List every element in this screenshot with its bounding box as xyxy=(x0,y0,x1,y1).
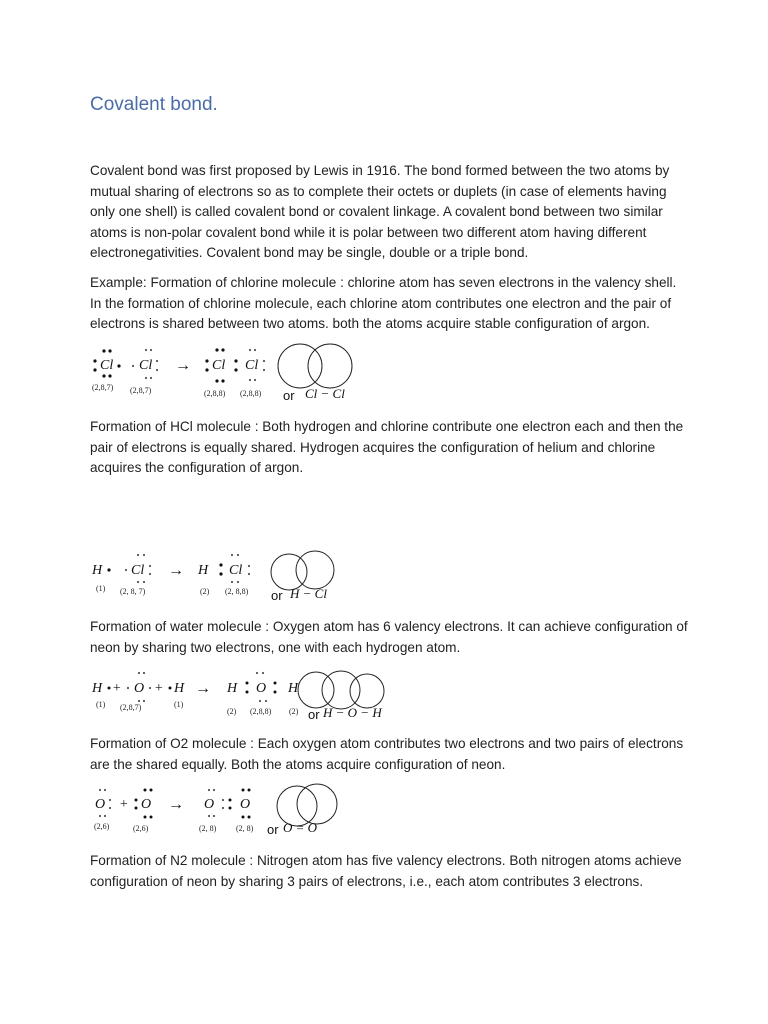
cl-atom-1 xyxy=(93,349,120,377)
hcl-product xyxy=(197,554,250,583)
cfg-label: (1) xyxy=(96,700,106,709)
plus-sign: + xyxy=(119,797,129,812)
cfg-label: (2, 8) xyxy=(236,824,254,833)
water-equation xyxy=(0,663,768,723)
cl-symbol-2: Cl xyxy=(139,358,153,373)
orbit-ring xyxy=(298,672,334,708)
reaction-arrow: → xyxy=(168,796,184,813)
cfg-label: (1) xyxy=(174,700,184,709)
product-cl: Cl xyxy=(229,563,243,578)
structural-formula: H − Cl xyxy=(290,586,327,601)
cl-symbol-1: Cl xyxy=(100,358,114,373)
or-label: or xyxy=(308,707,320,722)
product-o-2: O xyxy=(240,797,251,812)
orbit-ring xyxy=(308,344,352,388)
orbit-ring xyxy=(271,554,307,590)
o-symbol-2: O xyxy=(141,797,152,812)
orbit-ring xyxy=(278,344,322,388)
chlorine-equation xyxy=(0,338,768,408)
reactants xyxy=(91,672,185,702)
orbit-ring xyxy=(350,674,384,708)
h-symbol-2: H xyxy=(174,681,185,696)
orbit-ring xyxy=(296,551,334,589)
cfg-label: (2,8,7) xyxy=(92,383,114,392)
reaction-arrow: → xyxy=(175,357,191,374)
plus-sign: + xyxy=(154,681,164,696)
cfg-label: (2, 8, 7) xyxy=(120,587,146,596)
product-h: H xyxy=(198,563,209,578)
product-cl-2: Cl xyxy=(245,358,259,373)
cfg-label: (2,8,8) xyxy=(204,389,226,398)
cfg-label: (2, 8) xyxy=(199,824,217,833)
o2-paragraph: Formation of O2 molecule : Each oxygen atom contributes two electrons and two pairs of electrons are the shared equally. Both the atoms acquire configuration of neon. xyxy=(90,736,684,772)
cfg-label: (2,8,7) xyxy=(120,703,142,712)
or-label: or xyxy=(267,822,279,837)
cfg-label: (2, 8,8) xyxy=(225,587,249,596)
orbit-ring xyxy=(322,671,360,709)
water-product xyxy=(226,672,299,702)
reaction-arrow: → xyxy=(195,680,211,697)
cfg-label: (2) xyxy=(227,707,237,716)
hcl-equation xyxy=(0,545,768,607)
product-cl-1: Cl xyxy=(212,358,226,373)
cfg-label: (2,6) xyxy=(94,822,110,831)
cfg-label: (2,8,8) xyxy=(250,707,272,716)
page-title: Covalent bond. xyxy=(90,94,218,115)
product-o-1: O xyxy=(204,797,215,812)
o-symbol: O xyxy=(134,681,145,696)
or-label: or xyxy=(283,388,295,403)
structural-formula: H − O − H xyxy=(323,705,382,720)
reaction-arrow: → xyxy=(168,562,184,579)
n2-paragraph: Formation of N2 molecule : Nitrogen atom has five valency electrons. Both nitrogen atoms achieve configuration of neon by sharing 3 pairs of electrons, i.e., each atom contributes 3 electrons. xyxy=(90,853,682,889)
cfg-label: (2) xyxy=(200,587,210,596)
intro-paragraph: Covalent bond was first proposed by Lewis in 1916. The bond formed between the two atoms by mutual sharing of electrons so as to complete their octets or duplets (in case of elements having only one shell) is called covalent bond or covalent linkage. A covalent bond between two similar atoms is non-polar covalent bond while it is polar between two different atom having different electronegativities. Covalent bond may be single, double or a triple bond. xyxy=(90,163,670,260)
product-h-2: H xyxy=(288,681,299,696)
cl-atom-2 xyxy=(132,349,158,379)
o2-product xyxy=(204,789,251,819)
cfg-label: (2,8,7) xyxy=(130,386,152,395)
o-atom-1 xyxy=(95,789,111,817)
hcl-paragraph: Formation of HCl molecule : Both hydrogen and chlorine contribute one electron each and then the pair of electrons is equally shared. Hydrogen acquires the configuration of helium and chlorine acquires the configuration of argon. xyxy=(90,419,684,475)
plus-sign: + xyxy=(112,681,122,696)
structural-formula: Cl − Cl xyxy=(305,386,345,401)
cl-symbol: Cl xyxy=(131,563,145,578)
cfg-label: (2,8,8) xyxy=(240,389,262,398)
o-atom-2 xyxy=(135,789,153,819)
cl2-product xyxy=(205,348,265,382)
chlorine-paragraph: Example: Formation of chlorine molecule : chlorine atom has seven electrons in the valency shell. In the formation of chlorine molecule, each chlorine atom contributes one electron and the pair of electrons is shared between two atoms. both the atoms acquire stable configuration of argon. xyxy=(90,275,677,331)
cfg-label: (2,6) xyxy=(133,824,149,833)
o-symbol-1: O xyxy=(95,797,106,812)
h-atom xyxy=(91,563,111,578)
o2-equation xyxy=(0,780,768,840)
product-h-1: H xyxy=(227,681,238,696)
h-symbol: H xyxy=(92,563,103,578)
or-label: or xyxy=(271,588,283,603)
structural-formula: O = O xyxy=(283,820,318,835)
h-symbol-1: H xyxy=(92,681,103,696)
cfg-label: (2) xyxy=(289,707,299,716)
water-paragraph: Formation of water molecule : Oxygen atom has 6 valency electrons. It can achieve configuration of neon by sharing two electrons, one with each hydrogen atom. xyxy=(90,619,688,655)
cfg-label: (1) xyxy=(96,584,106,593)
cl-atom xyxy=(125,554,151,583)
product-o: O xyxy=(256,681,267,696)
